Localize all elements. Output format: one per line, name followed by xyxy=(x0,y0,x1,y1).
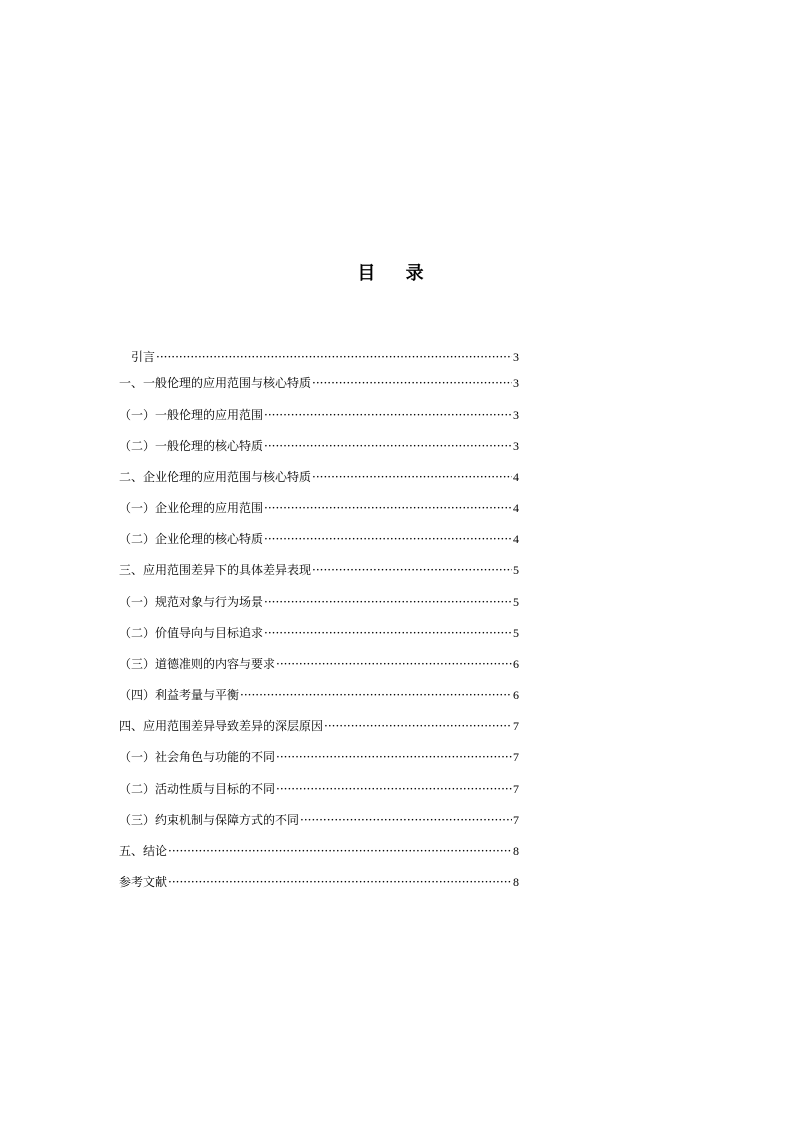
toc-entry-label: 二、企业伦理的应用范围与核心特质 xyxy=(119,470,312,484)
toc-leader-dots xyxy=(276,779,512,799)
toc-page-number: 5 xyxy=(513,626,519,640)
toc-entry[interactable] xyxy=(119,436,519,456)
toc-entry[interactable] xyxy=(119,779,519,799)
toc-leader-dots xyxy=(264,623,512,643)
toc-leader-dots xyxy=(300,810,512,830)
toc-page-number: 5 xyxy=(513,595,519,609)
toc-entry-label: （三）约束机制与保障方式的不同 xyxy=(119,813,300,827)
toc-page-number: 8 xyxy=(513,875,519,889)
toc-leader-dots xyxy=(264,529,512,549)
toc-page-number: 7 xyxy=(513,750,519,764)
toc-leader-dots xyxy=(276,747,512,767)
toc-leader-dots xyxy=(312,467,512,487)
toc-entry[interactable] xyxy=(119,529,519,549)
toc-leader-dots xyxy=(264,498,512,518)
toc-entry-label: （二）企业伦理的核心特质 xyxy=(119,532,264,546)
toc-entry-label: （二）价值导向与目标追求 xyxy=(119,626,264,640)
toc-page-number: 7 xyxy=(513,813,519,827)
toc-leader-dots xyxy=(324,716,512,736)
toc-entry[interactable] xyxy=(119,810,519,830)
toc-page-number: 3 xyxy=(513,376,519,390)
toc-leader-dots xyxy=(168,841,512,861)
toc-entry-label: 三、应用范围差异下的具体差异表现 xyxy=(119,563,312,577)
toc-leader-dots xyxy=(264,405,512,425)
toc-entry-label: （一）规范对象与行为场景 xyxy=(119,595,264,609)
toc-page-number: 7 xyxy=(513,719,519,733)
toc-entry[interactable] xyxy=(119,405,519,425)
toc-page-number: 4 xyxy=(513,532,519,546)
toc-entry[interactable] xyxy=(119,747,519,767)
toc-page-number: 4 xyxy=(513,470,519,484)
toc-leader-dots xyxy=(264,436,512,456)
table-of-contents xyxy=(119,347,519,887)
toc-entry-label: （一）企业伦理的应用范围 xyxy=(119,501,264,515)
toc-entry[interactable] xyxy=(119,872,519,892)
toc-page-number: 3 xyxy=(513,408,519,422)
toc-entry[interactable] xyxy=(119,623,519,643)
toc-entry[interactable] xyxy=(119,592,519,612)
toc-leader-dots xyxy=(312,560,512,580)
toc-page-number: 3 xyxy=(513,350,519,364)
toc-entry[interactable] xyxy=(119,373,519,393)
toc-entry[interactable] xyxy=(119,841,519,861)
toc-entry-label: 四、应用范围差异导致差异的深层原因 xyxy=(119,719,324,733)
toc-entry[interactable] xyxy=(119,347,519,367)
toc-entry-label: 引言 xyxy=(131,350,156,364)
toc-leader-dots xyxy=(168,872,512,892)
toc-leader-dots xyxy=(156,347,512,367)
toc-entry-label: （二）活动性质与目标的不同 xyxy=(119,782,276,796)
toc-page-number: 6 xyxy=(513,657,519,671)
toc-leader-dots xyxy=(312,373,512,393)
toc-page-number: 7 xyxy=(513,782,519,796)
toc-entry-label: （四）利益考量与平衡 xyxy=(119,688,240,702)
toc-entry[interactable] xyxy=(119,467,519,487)
toc-entry-label: 一、一般伦理的应用范围与核心特质 xyxy=(119,376,312,390)
toc-leader-dots xyxy=(264,592,512,612)
toc-entry[interactable] xyxy=(119,498,519,518)
toc-entry-label: （一）一般伦理的应用范围 xyxy=(119,408,264,422)
toc-entry-label: 五、结论 xyxy=(119,844,168,858)
toc-entry[interactable] xyxy=(119,716,519,736)
toc-page-number: 6 xyxy=(513,688,519,702)
toc-page-number: 4 xyxy=(513,501,519,515)
toc-entry-label: （二）一般伦理的核心特质 xyxy=(119,439,264,453)
toc-leader-dots xyxy=(276,654,512,674)
toc-page-number: 5 xyxy=(513,563,519,577)
toc-entry[interactable] xyxy=(119,560,519,580)
page-title: 目 录 xyxy=(357,263,436,284)
toc-leader-dots xyxy=(240,685,512,705)
toc-entry[interactable] xyxy=(119,654,519,674)
toc-page-number: 8 xyxy=(513,844,519,858)
toc-entry-label: （一）社会角色与功能的不同 xyxy=(119,750,276,764)
toc-entry[interactable] xyxy=(119,685,519,705)
toc-entry-label: 参考文献 xyxy=(119,875,168,889)
toc-entry-label: （三）道德准则的内容与要求 xyxy=(119,657,276,671)
toc-page-number: 3 xyxy=(513,439,519,453)
